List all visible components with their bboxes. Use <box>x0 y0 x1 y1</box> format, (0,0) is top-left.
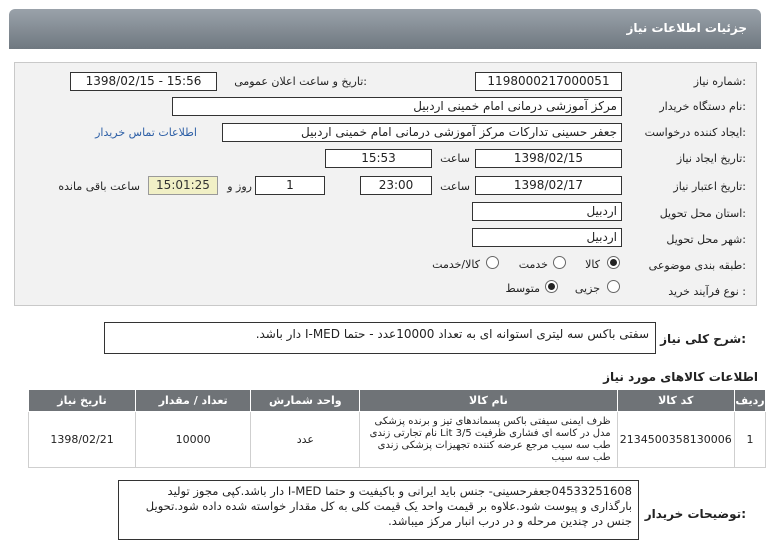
header-bar <box>9 9 761 49</box>
days-label: روز و <box>227 180 252 193</box>
process-label: نوع فرآیند خرید : <box>668 285 746 298</box>
city-label: شهر محل تحویل: <box>666 233 746 246</box>
province-label: استان محل تحویل: <box>659 207 746 220</box>
buyer-org-field: مرکز آموزشی درمانی امام خمینی اردبیل <box>172 97 622 116</box>
need-number-label: شماره نیاز: <box>693 75 746 88</box>
category-radio-goods[interactable] <box>607 256 620 269</box>
category-option-service: خدمت <box>518 258 548 271</box>
category-option-goods-service: کالا/خدمت <box>432 258 480 271</box>
category-label: طبقه بندی موضوعی: <box>648 259 746 272</box>
items-section-title: اطلاعات کالاهای مورد نیاز <box>603 370 758 384</box>
process-radio-minor[interactable] <box>607 280 620 293</box>
remaining-days-field: 1 <box>255 176 325 195</box>
col-name: نام کالا <box>360 390 617 412</box>
created-time-field: 15:53 <box>325 149 432 168</box>
need-number-field: 1198000217000051 <box>475 72 622 91</box>
cell-code: 2134500358130006 <box>617 412 734 468</box>
category-radio-service[interactable] <box>553 256 566 269</box>
process-option-minor: جزیی <box>574 282 600 295</box>
description-text: سفتی باکس سه لیتری استوانه ای به تعداد 10000عدد - حتما I-MED دار باشد. <box>104 322 656 354</box>
created-time-label: ساعت <box>440 152 470 165</box>
col-unit: واحد شمارش <box>251 390 360 412</box>
announce-label: تاریخ و ساعت اعلان عمومی: <box>234 75 367 88</box>
remaining-time-field: 15:01:25 <box>148 176 218 195</box>
description-label: شرح کلی نیاز: <box>660 332 746 346</box>
category-radio-goods-service[interactable] <box>486 256 499 269</box>
validity-date-field: 1398/02/17 <box>475 176 622 195</box>
created-date-label: تاریخ ایجاد نیاز: <box>676 152 746 165</box>
requester-field: جعفر حسینی تدارکات مرکز آموزشی درمانی امام خمینی اردبیل <box>222 123 622 142</box>
category-option-goods: کالا <box>585 258 600 271</box>
process-option-medium: متوسط <box>505 282 540 295</box>
buyer-org-label: نام دستگاه خریدار: <box>659 100 746 113</box>
cell-row: 1 <box>734 412 765 468</box>
buyer-contact-link[interactable]: اطلاعات تماس خریدار <box>95 126 197 139</box>
notes-label: توضیحات خریدار: <box>644 507 746 521</box>
cell-date: 1398/02/21 <box>29 412 136 468</box>
cell-name: ظرف ایمنی سیفتی باکس پسماندهای تیز و برنده پزشکی مدل در کاسه ای فشاری ظرفیت 3/5 Lit نام تجارتی زندی طب سه سیب مرجع عرضه کننده تجهیزات پزشکی زندی طب سه سیب <box>360 412 617 468</box>
cell-unit: عدد <box>251 412 360 468</box>
created-date-field: 1398/02/15 <box>475 149 622 168</box>
city-field: اردبیل <box>472 228 622 247</box>
validity-time-label: ساعت <box>440 180 470 193</box>
col-code: کد کالا <box>617 390 734 412</box>
page-title: جزئیات اطلاعات نیاز <box>626 21 747 35</box>
process-radio-medium[interactable] <box>545 280 558 293</box>
items-table <box>28 389 766 468</box>
cell-qty: 10000 <box>136 412 251 468</box>
col-qty: تعداد / مقدار <box>136 390 251 412</box>
remaining-label: ساعت باقی مانده <box>58 180 140 193</box>
requester-label: ایجاد کننده درخواست: <box>644 126 746 139</box>
announce-datetime-field: 1398/02/15 - 15:56 <box>70 72 217 91</box>
notes-text: 04533251608جعفرحسینی- جنس باید ایرانی و باکیفیت و حتما I-MED دار باشد.کپی مجوز تولید بارگذاری و پیوست شود.علاوه بر قیمت واحد یک قیمت کلی به کل مقدار خواسته شده داده شود.تحویل جنس در چندین مرحله و در درب انبار مرکز میباشد. <box>118 480 639 540</box>
table-row <box>29 412 766 468</box>
col-row: ردیف <box>734 390 765 412</box>
items-table-header <box>29 390 766 412</box>
province-field: اردبیل <box>472 202 622 221</box>
validity-time-field: 23:00 <box>360 176 432 195</box>
validity-date-label: تاریخ اعتبار نیاز: <box>673 180 746 193</box>
col-date: تاریخ نیاز <box>29 390 136 412</box>
